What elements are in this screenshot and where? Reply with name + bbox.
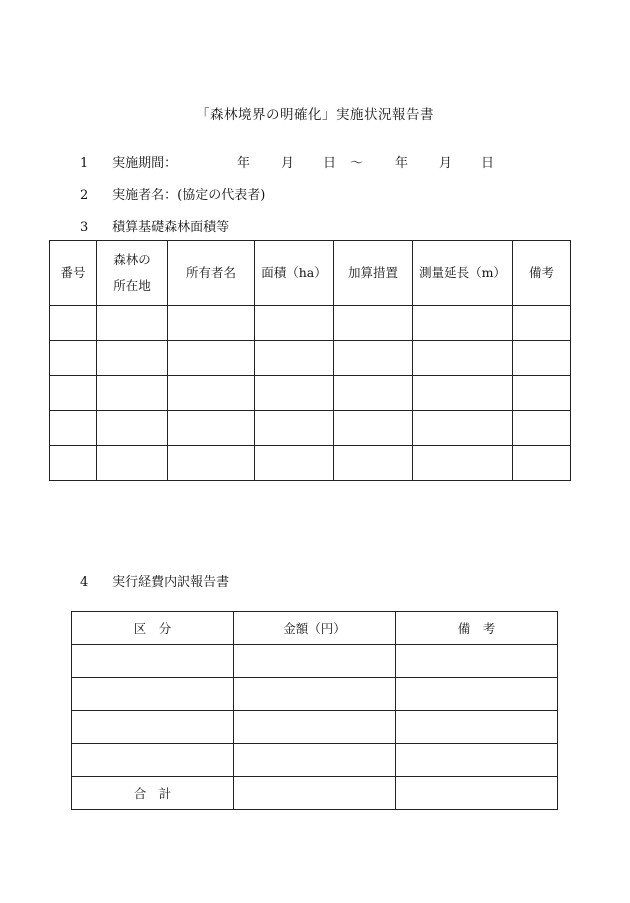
header-number: 番号 <box>50 241 97 306</box>
header-additional-measure: 加算措置 <box>334 241 413 306</box>
total-label: 合 計 <box>72 777 234 810</box>
table-cell[interactable] <box>72 678 234 711</box>
header-area: 面積（ha） <box>255 241 334 306</box>
table-cell[interactable] <box>97 411 168 446</box>
table-cell[interactable] <box>97 306 168 341</box>
table-row <box>72 645 558 678</box>
item-4-label: 実行経費内訳報告書 <box>112 575 230 590</box>
table-cell[interactable] <box>255 376 334 411</box>
table-cell[interactable] <box>255 306 334 341</box>
item-2-label: 実施者名：(協定の代表者) <box>112 188 266 203</box>
header-remarks: 備考 <box>513 241 571 306</box>
table-cell[interactable] <box>97 376 168 411</box>
table-cell[interactable] <box>168 376 255 411</box>
header-forest-location <box>97 241 168 306</box>
header-owner: 所有者名 <box>168 241 255 306</box>
item-3-label: 積算基礎森林面積等 <box>112 220 230 235</box>
header-amount: 金額（円） <box>234 612 396 645</box>
table-cell[interactable] <box>168 306 255 341</box>
table-cell[interactable] <box>168 411 255 446</box>
end-year-unit: 年 <box>395 156 409 171</box>
table-cell[interactable] <box>234 744 396 777</box>
table-cell[interactable] <box>513 376 571 411</box>
table-cell[interactable] <box>50 306 97 341</box>
total-amount-cell[interactable] <box>234 777 396 810</box>
table-row <box>50 341 571 376</box>
table-cell[interactable] <box>396 678 558 711</box>
table-cell[interactable] <box>50 341 97 376</box>
table-cell[interactable] <box>72 645 234 678</box>
item-4-heading <box>80 571 229 590</box>
range-separator: 〜 <box>350 156 364 171</box>
table-cell[interactable] <box>413 341 513 376</box>
item-1-label: 実施期間： <box>112 156 178 171</box>
total-row <box>72 777 558 810</box>
table-cell[interactable] <box>255 446 334 481</box>
table-row <box>50 411 571 446</box>
table-cell[interactable] <box>334 376 413 411</box>
header-forest-location-line1: 森林の <box>113 252 151 267</box>
table-cell[interactable] <box>255 411 334 446</box>
table-cell[interactable] <box>72 711 234 744</box>
end-day-unit: 日 <box>481 156 495 171</box>
item-2-implementer <box>80 184 265 203</box>
header-category: 区 分 <box>72 612 234 645</box>
table-cell[interactable] <box>334 411 413 446</box>
table-header-row <box>72 612 558 645</box>
item-1-number: 1 <box>80 156 89 171</box>
table-cell[interactable] <box>168 341 255 376</box>
start-day-unit: 日 <box>323 156 337 171</box>
start-year-unit: 年 <box>237 156 251 171</box>
item-3-heading <box>80 216 229 235</box>
table-cell[interactable] <box>334 341 413 376</box>
table-cell[interactable] <box>396 645 558 678</box>
table-cell[interactable] <box>234 678 396 711</box>
header-forest-location-line2: 所在地 <box>113 278 151 293</box>
table-cell[interactable] <box>334 306 413 341</box>
table-cell[interactable] <box>413 306 513 341</box>
total-remarks-cell[interactable] <box>396 777 558 810</box>
expense-breakdown-table <box>71 611 558 810</box>
table-cell[interactable] <box>72 744 234 777</box>
table-cell[interactable] <box>513 446 571 481</box>
table-row <box>72 744 558 777</box>
table-row <box>72 678 558 711</box>
table-cell[interactable] <box>396 744 558 777</box>
header-remarks: 備 考 <box>396 612 558 645</box>
table-cell[interactable] <box>396 711 558 744</box>
item-3-number: 3 <box>80 220 89 235</box>
header-survey-length: 測量延長（m） <box>413 241 513 306</box>
table-cell[interactable] <box>234 645 396 678</box>
start-month-unit: 月 <box>281 156 295 171</box>
table-cell[interactable] <box>50 446 97 481</box>
forest-area-table <box>49 240 571 481</box>
item-4-number: 4 <box>80 575 89 590</box>
table-cell[interactable] <box>50 376 97 411</box>
table-row <box>50 376 571 411</box>
table-row <box>50 446 571 481</box>
period-date-fields <box>0 152 630 170</box>
table-row <box>50 306 571 341</box>
table-cell[interactable] <box>413 411 513 446</box>
table-cell[interactable] <box>334 446 413 481</box>
table-cell[interactable] <box>413 376 513 411</box>
table-cell[interactable] <box>97 341 168 376</box>
table-header-row <box>50 241 571 306</box>
table-cell[interactable] <box>513 306 571 341</box>
table-cell[interactable] <box>255 341 334 376</box>
end-month-unit: 月 <box>439 156 453 171</box>
table-cell[interactable] <box>513 341 571 376</box>
table-cell[interactable] <box>97 446 168 481</box>
table-cell[interactable] <box>234 711 396 744</box>
table-cell[interactable] <box>513 411 571 446</box>
document-title: 「森林境界の明確化」実施状況報告書 <box>196 107 434 123</box>
table-cell[interactable] <box>168 446 255 481</box>
table-cell[interactable] <box>50 411 97 446</box>
table-row <box>72 711 558 744</box>
item-2-number: 2 <box>80 188 89 203</box>
table-cell[interactable] <box>413 446 513 481</box>
